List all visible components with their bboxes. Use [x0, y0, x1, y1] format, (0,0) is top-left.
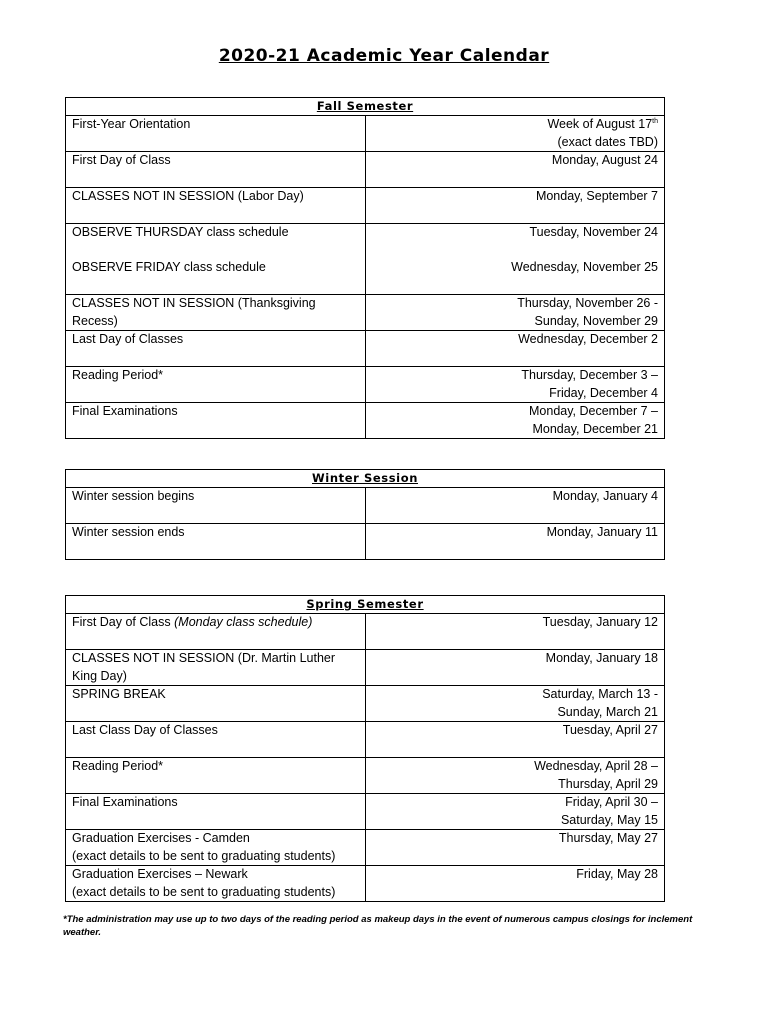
- date-label: Wednesday, April 28 –: [534, 759, 658, 773]
- date-label: Thursday, December 3 –: [521, 368, 658, 382]
- spring-semester-table: [65, 595, 665, 902]
- event-label: Graduation Exercises – Newark: [72, 867, 248, 881]
- event-cell: [66, 224, 366, 295]
- date-cell: [365, 614, 665, 650]
- fall-semester-table: [65, 97, 665, 439]
- table-row: [66, 686, 665, 722]
- date-cell: [365, 188, 665, 224]
- event-label: First-Year Orientation: [72, 117, 191, 131]
- fall-semester-heading: Fall Semester: [66, 98, 665, 116]
- event-label: CLASSES NOT IN SESSION (Labor Day): [72, 189, 304, 203]
- event-cell: [66, 188, 366, 224]
- event-cell: [66, 830, 366, 866]
- date-cell: [365, 152, 665, 188]
- date-cell: [365, 722, 665, 758]
- event-label: Final Examinations: [72, 795, 178, 809]
- date-cell: [365, 866, 665, 902]
- event-label: Last Class Day of Classes: [72, 723, 218, 737]
- date-cell: [365, 403, 665, 439]
- date-label: Friday, April 30 –: [565, 795, 658, 809]
- table-row: [66, 650, 665, 686]
- page-title: 2020-21 Academic Year Calendar: [218, 46, 550, 66]
- date-cell: [365, 686, 665, 722]
- table-row: [66, 116, 665, 152]
- date-label: Saturday, March 13 -: [542, 687, 658, 701]
- table-row: [66, 188, 665, 224]
- date-label: Wednesday, December 2: [518, 332, 658, 346]
- date-cell: [365, 794, 665, 830]
- event-label: First Day of Class: [72, 615, 171, 629]
- winter-session-heading: Winter Session: [66, 470, 665, 488]
- date-cell: [365, 758, 665, 794]
- table-row: [66, 295, 665, 331]
- event-label: CLASSES NOT IN SESSION (Thanksgiving Recess): [72, 296, 316, 328]
- event-cell: [66, 152, 366, 188]
- event-label: Winter session begins: [72, 489, 195, 503]
- date-label: Friday, May 28: [576, 867, 658, 881]
- date-cell: [365, 367, 665, 403]
- event-cell: [66, 758, 366, 794]
- event-label: Last Day of Classes: [72, 332, 184, 346]
- event-cell: [66, 331, 366, 367]
- event-label: Reading Period*: [72, 368, 164, 382]
- date-cell: [365, 331, 665, 367]
- date-cell: [365, 116, 665, 152]
- event-label-secondary: (exact details to be sent to graduating students): [72, 884, 336, 899]
- date-label: Monday, January 11: [546, 525, 658, 539]
- event-cell: [66, 488, 366, 524]
- event-cell: [66, 686, 366, 722]
- event-label: OBSERVE THURSDAY class schedule: [72, 225, 289, 239]
- event-cell: [66, 116, 366, 152]
- table-row: [66, 614, 665, 650]
- event-cell: [66, 614, 366, 650]
- table-row: [66, 224, 665, 295]
- date-cell: [365, 830, 665, 866]
- table-row: [66, 367, 665, 403]
- table-row: [66, 403, 665, 439]
- event-note: (Monday class schedule): [174, 615, 313, 629]
- event-label: CLASSES NOT IN SESSION (Dr. Martin Luther King Day): [72, 651, 336, 683]
- date-label: Tuesday, November 24: [529, 225, 658, 239]
- table-row: [66, 794, 665, 830]
- date-cell: [365, 524, 665, 560]
- event-label: SPRING BREAK: [72, 687, 166, 701]
- event-label: Reading Period*: [72, 759, 164, 773]
- date-label-secondary: Thursday, April 29: [558, 776, 658, 791]
- table-row: [66, 758, 665, 794]
- event-cell: [66, 722, 366, 758]
- date-label: Week of August 17: [547, 117, 653, 131]
- date-superscript: th: [652, 117, 658, 125]
- event-label: Final Examinations: [72, 404, 178, 418]
- date-label-secondary: Sunday, November 29: [534, 313, 658, 328]
- table-row: [66, 331, 665, 367]
- date-label: Monday, January 4: [552, 489, 658, 503]
- event-label: Graduation Exercises - Camden: [72, 831, 250, 845]
- date-cell: [365, 224, 665, 295]
- date-cell: [365, 295, 665, 331]
- table-row: [66, 488, 665, 524]
- event-cell: [66, 524, 366, 560]
- table-row: [66, 866, 665, 902]
- date-cell: [365, 488, 665, 524]
- date-label-secondary: Friday, December 4: [549, 385, 658, 400]
- event-cell: [66, 367, 366, 403]
- table-row: [66, 830, 665, 866]
- event-cell: [66, 866, 366, 902]
- event-cell: [66, 794, 366, 830]
- date-label: Monday, September 7: [535, 189, 658, 203]
- event-label-secondary: (exact details to be sent to graduating students): [72, 848, 336, 863]
- event-cell: [66, 403, 366, 439]
- date-label: Tuesday, January 12: [542, 615, 658, 629]
- table-row: [66, 152, 665, 188]
- spring-semester-heading: Spring Semester: [66, 596, 665, 614]
- date-label-secondary: (exact dates TBD): [557, 134, 658, 149]
- event-label-secondary: OBSERVE FRIDAY class schedule: [72, 260, 266, 274]
- date-label: Thursday, November 26 -: [517, 296, 658, 310]
- date-label-secondary: Saturday, May 15: [560, 812, 658, 827]
- footnote: *The administration may use up to two days of the reading period as makeup days in the event of numerous campus closings for inclement weather.: [63, 914, 693, 938]
- date-label-secondary: Monday, December 21: [532, 421, 658, 436]
- date-label: Tuesday, April 27: [562, 723, 658, 737]
- event-label: First Day of Class: [72, 153, 171, 167]
- event-label: Winter session ends: [72, 525, 185, 539]
- winter-session-table: [65, 469, 665, 560]
- date-label-secondary: Sunday, March 21: [557, 704, 658, 719]
- date-cell: [365, 650, 665, 686]
- event-cell: [66, 295, 366, 331]
- date-label: Thursday, May 27: [558, 831, 658, 845]
- date-label: Monday, December 7 –: [529, 404, 658, 418]
- table-row: [66, 524, 665, 560]
- table-row: [66, 722, 665, 758]
- event-cell: [66, 650, 366, 686]
- date-label: Monday, August 24: [551, 153, 658, 167]
- date-label-secondary: Wednesday, November 25: [511, 260, 658, 274]
- date-label: Monday, January 18: [545, 651, 658, 665]
